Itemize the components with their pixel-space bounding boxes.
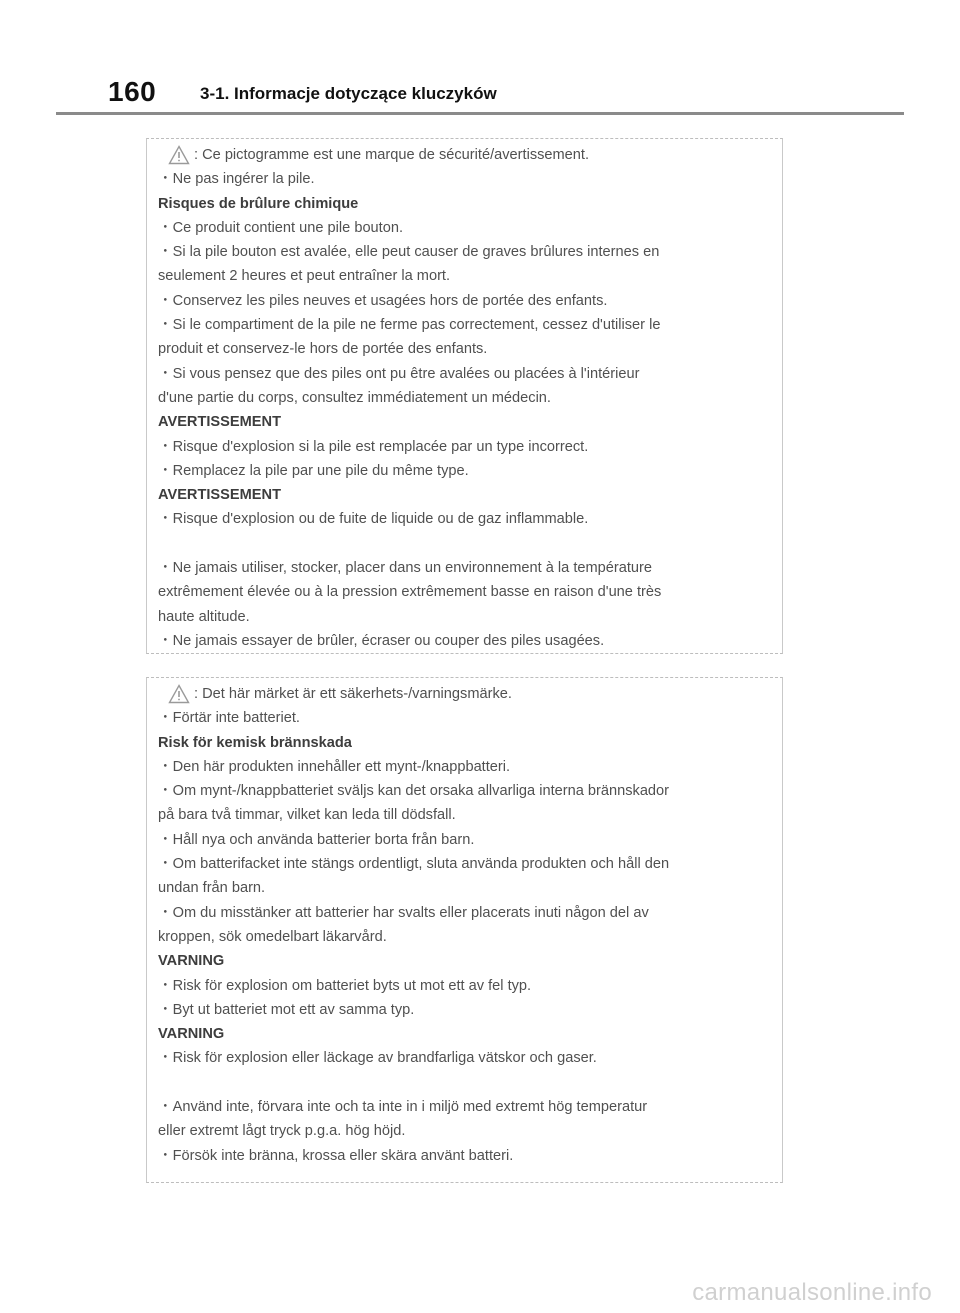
text-line: undan från barn. — [158, 880, 266, 897]
text-line: ・Remplacez la pile par une pile du même type. — [158, 462, 469, 479]
text-line: ・Ne pas ingérer la pile. — [158, 171, 315, 188]
text-line: ・Om batterifacket inte stängs ordentligt, sluta använda produkten och håll den — [158, 856, 670, 873]
warning-statement — [158, 143, 772, 167]
text-line: ・Om mynt-/knappbatteriet sväljs kan det orsaka allvarliga interna brännskador — [158, 783, 670, 800]
text-line: ・Ne jamais essayer de brûler, écraser ou couper des piles usagées. — [158, 632, 605, 649]
text-line: ・Risk för explosion eller läckage av brandfarliga vätskor och gaser. — [158, 1050, 597, 1067]
text-line: ・Si le compartiment de la pile ne ferme pas correctement, cessez d'utiliser le — [158, 317, 661, 334]
blank-line — [158, 532, 772, 556]
warning-triangle-icon — [168, 684, 190, 704]
warning-statement-text: : Det här märket är ett säkerhets-/varningsmärke. — [194, 686, 512, 702]
text-line: produit et conservez-le hors de portée des enfants. — [158, 341, 488, 358]
text-line: kroppen, sök omedelbart läkarvård. — [158, 928, 387, 945]
text-line: ・Försök inte bränna, krossa eller skära använt batteri. — [158, 1147, 514, 1164]
section-heading: AVERTISSEMENT — [158, 487, 281, 504]
text-line: ・Si la pile bouton est avalée, elle peut causer de graves brûlures internes en — [158, 244, 660, 261]
warning-statement-text: : Ce pictogramme est une marque de sécurité/avertissement. — [194, 147, 590, 163]
text-line: eller extremt lågt tryck p.g.a. hög höjd. — [158, 1123, 406, 1140]
blank-line — [158, 1071, 772, 1095]
text-line: ・Risk för explosion om batteriet byts ut mot ett av fel typ. — [158, 977, 532, 994]
text-line: ・Ne jamais utiliser, stocker, placer dans un environnement à la température — [158, 560, 652, 577]
text-line: ・Förtär inte batteriet. — [158, 710, 300, 727]
section-heading: VARNING — [158, 953, 225, 970]
page-number: 160 — [108, 76, 157, 107]
text-line: ・Om du misstänker att batterier har svalts eller placerats inuti någon del av — [158, 904, 649, 921]
warning-statement — [158, 682, 772, 706]
text-line: seulement 2 heures et peut entraîner la mort. — [158, 268, 451, 285]
text-line: ・Risque d'explosion ou de fuite de liquide ou de gaz inflammable. — [158, 511, 589, 528]
french-warning-box — [146, 138, 783, 654]
text-line: på bara två timmar, vilket kan leda till dödsfall. — [158, 807, 456, 824]
section-heading: Risk för kemisk brännskada — [158, 734, 352, 751]
text-line: d'une partie du corps, consultez immédiatement un médecin. — [158, 389, 551, 406]
text-line: ・Risque d'explosion si la pile est remplacée par un type incorrect. — [158, 438, 589, 455]
header-divider — [56, 112, 904, 115]
text-line: haute altitude. — [158, 608, 250, 625]
text-line: ・Den här produkten innehåller ett mynt-/knappbatteri. — [158, 758, 511, 775]
section-title: 3-1. Informacje dotyczące kluczyków — [200, 84, 497, 103]
swedish-warning-box — [146, 677, 783, 1183]
page-header — [108, 76, 868, 112]
section-heading: AVERTISSEMENT — [158, 414, 281, 431]
text-line: ・Conservez les piles neuves et usagées hors de portée des enfants. — [158, 292, 608, 309]
text-line: ・Håll nya och använda batterier borta från barn. — [158, 831, 475, 848]
warning-triangle-icon — [168, 145, 190, 165]
text-line: ・Si vous pensez que des piles ont pu être avalées ou placées à l'intérieur — [158, 365, 640, 382]
section-heading: VARNING — [158, 1026, 225, 1043]
text-line: ・Byt ut batteriet mot ett av samma typ. — [158, 1001, 415, 1018]
text-line: ・Ce produit contient une pile bouton. — [158, 219, 404, 236]
section-heading: Risques de brûlure chimique — [158, 195, 359, 212]
watermark: carmanualsonline.info — [692, 1279, 932, 1306]
text-line: extrêmement élevée ou à la pression extrêmement basse en raison d'une très — [158, 584, 662, 601]
text-line: ・Använd inte, förvara inte och ta inte in i miljö med extremt hög temperatur — [158, 1099, 648, 1116]
